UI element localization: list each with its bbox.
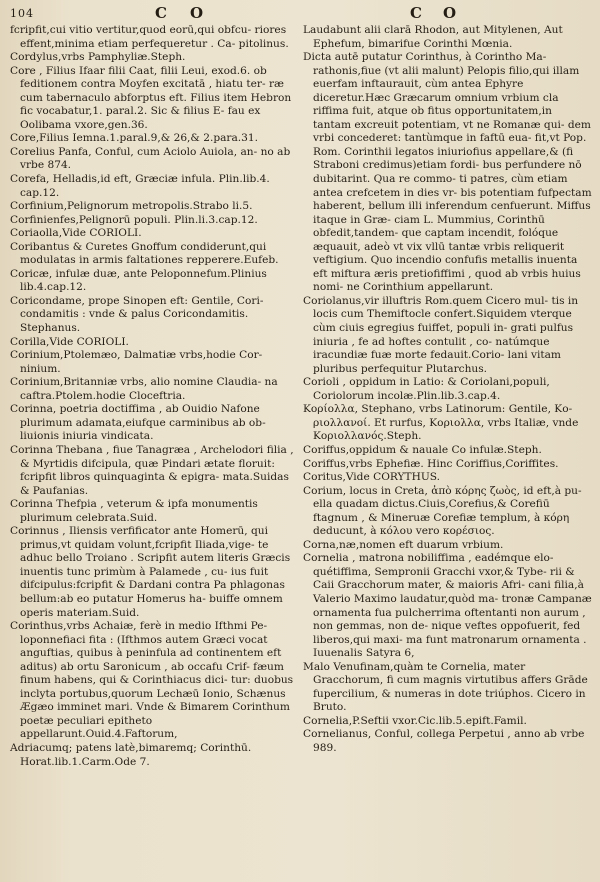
- dictionary-entry: Corinna Thebana , fiue Tanagræa , Archelodori filia , & Myrtidis difcipula, quæ Pindari ætate floruit: fcripfit libros quinquaginta & epigra- mata.Suidas & Paufanias.: [10, 443, 294, 497]
- dictionary-entry: Κορίολλα, Stephano, vrbs Latinorum: Gentile, Κο- ριολλανοί. Et rurfus, Κοριολλα, vrbs Italiæ, vnde Κοριολλανός.Steph.: [303, 403, 579, 443]
- dictionary-entry: Corna,næ,nomen eft duarum vrbium.: [303, 538, 504, 551]
- dictionary-entry: Core , Filius Ifaar filii Caat, filii Leui, exod.6. ob feditionem contra Moyfen excitatā , hiatu ter- ræ cum tabernaculo abforptus eft. Filius item Hebron fic vocabatur,1. paral.2. Sic & filius E- fau ex Oolibama vxore,gen.36.: [10, 64, 292, 131]
- left-column: [10, 24, 296, 769]
- dictionary-entry: Corinnus , Iliensis verfificator ante Homerū, qui primus,vt quidam volunt,fcripfit Iliada,vige- te adhuc bello Troiano . Scripfit autem literis Græcis inuentis tunc primùm à Palamede , cu- ius fuit difcipulus:fcripfit & Dardani contra Pa phlagonas bellum:ab eo putatur Homerus ha- buiffe omnem operis materiam.Suid.: [10, 525, 291, 619]
- header-letter: C: [155, 4, 168, 22]
- dictionary-entry: Laudabunt alii clarā Rhodon, aut Mitylenen, Aut Ephefum, bimarifue Corinthi Mœnia.: [303, 24, 563, 50]
- dictionary-entry: Coricæ, infulæ duæ, ante Peloponnefum.Plinius lib.4.cap.12.: [10, 267, 267, 294]
- dictionary-entry: Corinium,Ptolemæo, Dalmatiæ vrbs,hodie Cor- ninium.: [10, 349, 263, 375]
- dictionary-entry: Coriffus,vrbs Ephefiæ. Hinc Coriffius,Coriffites.: [303, 457, 559, 470]
- dictionary-entry: Coriaolla,Vide CORIOLI.: [10, 227, 142, 240]
- header-letter: O: [443, 4, 458, 22]
- dictionary-entry: Coriffus,oppidum & nauale Co infulæ.Steph.: [303, 443, 542, 456]
- dictionary-entry: Malo Venufinam,quàm te Cornelia, mater Gracchorum, fi cum magnis virtutibus affers Grāde fupercilium, & numeras in dote triúphos. Cicero in Bruto.: [303, 660, 588, 714]
- dictionary-entry: Corinthus,vrbs Achaiæ, ferè in medio Ifthmi Pe- loponnefiaci fita : (Ifthmos autem Græci vocat anguftias, quibus à peninfula ad continentem eft aditus) ab ortu Saronicum , ab occafu Crif- fæum finum habens, qui & Corinthiacus dici- tur: duobus inclyta portubus,quorum Lechæū Ionio, Schænus Ægæo imminet mari. Vnde & Bimarem Corinthum poetæ peculiari epitheto appellarunt.Ouid.4.Faftorum,: [10, 620, 294, 741]
- dictionary-entry: Corilla,Vide CORIOLI.: [10, 335, 129, 348]
- dictionary-entry: Coricondame, prope Sinopen eft: Gentile, Cori- condamitis : vnde & palus Coricondamitis. Stephanus.: [10, 294, 264, 335]
- dictionary-entry: Corfinium,Pelignorum metropolis.Strabo li.5.: [10, 200, 253, 213]
- dictionary-entry: Corioli , oppidum in Latio: & Coriolani,populi, Coriolorum incolæ.Plin.lib.3.cap.4.: [303, 376, 550, 402]
- dictionary-entry: Corelius Panfa, Conful, cum Aciolo Auiola, an- no ab vrbe 874.: [10, 145, 291, 172]
- dictionary-entry: Coribantus & Curetes Gnoffum condiderunt,qui modulatas in armis faltationes repperere.Eufeb.: [10, 240, 279, 267]
- dictionary-entry: Cornelia,P.Seftii vxor.Cic.lib.5.epift.Famil.: [303, 714, 527, 727]
- page-number: 104: [10, 7, 34, 20]
- dictionary-entry: Cornelia , matrona nobiliffima , eadémque elo- quétiffima, Sempronii Gracchi vxor,& Tybe- rii & Caii Gracchorum mater, & maioris Afri- cani filia,à Valerio Maximo laudatur,quòd ma- tronæ Campanæ ornamenta fua pulcherrima oftentanti non aurum , non gemmas, non de- nique veftes oppofuerit, fed liberos,qui maxi- ma funt matronarum ornamenta . Iuuenalis Satyra 6,: [303, 552, 592, 660]
- page-header: [0, 4, 600, 26]
- dictionary-entry: Cordylus,vrbs Pamphyliæ.Steph.: [10, 51, 186, 64]
- dictionary-entry: Adriacumq; patens latè,bimaremq; Corinthū. Horat.lib.1.Carm.Ode 7.: [10, 741, 252, 768]
- dictionary-entry: Cornelianus, Conful, collega Perpetui , anno ab vrbe 989.: [303, 728, 585, 754]
- dictionary-entry: Core,Filius Iemna.1.paral.9,& 26,& 2.para.31.: [10, 132, 259, 145]
- dictionary-entry: Corium, locus in Creta, ἀπὸ κόρης ζωὸς, id eft,à pu- ella quadam dictus.Ciuis,Corefius,& Corefiū ftagnum , & Mineruæ Corefiæ templum, à κόρη deducunt, à κόλου vero κορέσιος.: [303, 484, 582, 538]
- right-column: [303, 24, 593, 756]
- dictionary-entry: Corefa, Helladis,id eft, Græciæ infula. Plin.lib.4. cap.12.: [10, 173, 270, 199]
- dictionary-entry: Corfinienfes,Pelignorū populi. Plin.li.3.cap.12.: [10, 213, 258, 226]
- dictionary-entry: Coritus,Vide CORYTHUS.: [303, 471, 441, 484]
- dictionary-entry: Corinna, poetria doctiffima , ab Ouidio Nafone plurimum adamata,eiufque carminibus ab ob- liuionis iniuria vindicata.: [10, 403, 266, 443]
- dictionary-entry: Coriolanus,vir illuftris Rom.quem Cicero mul- tis in locis cum Themiftocle confert.Siquidem vterque cùm ciuis egregius fuiffet, populi in- grati pulfus iniuria , fe ad hoftes contulit , co- natúmque iracundiæ fuæ morte fedauit.Corio- lani vitam pluribus perfequitur Plutarchus.: [303, 294, 579, 375]
- header-letter: C: [410, 4, 423, 22]
- dictionary-entry: fcripfit,cui vitio vertitur,quod eorū,qui obfcu- riores effent,minima etiam perfequeretur . Ca- pitolinus.: [10, 24, 289, 50]
- dictionary-entry: Dicta autē putatur Corinthus, à Corintho Ma- rathonis,fiue (vt alii malunt) Pelopis filio,qui illam euerfam inftaurauit, cùm antea Ephyre diceretur.Hæc Græcarum omnium vrbium cla riffima fuit, atque ob fitus opportunitatem,in tantam excreuit potentiam, vt ne Romanæ qui- dem vrbi concederet: tantùmque in faftū eua- fit,vt Pop. Rom. Corinthii legatos iniuriofius appellare,& (fi Straboni credimus)etiam fordi- bus perfundere nō dubitarint. Qua re commo- ti patres, cùm etiam antea crefcetem in dies vr- bis potentiam fufpectam haberent, bellum illi inferendum cenfuerunt. Miffus itaque in Græ- ciam L. Mummius, Corinthū obfedit,tandem- que captam incendit, folóque æquauit, adeò vt vix vllū tantæ vrbis reliquerit veftigium. Quo incendio confufis metallis inuenta eft miftura æris pretiofiffimi , quod ab vrbis huius nomi- ne Corinthium appellarunt.: [303, 51, 592, 294]
- dictionary-entry: Corinium,Britanniæ vrbs, alio nomine Claudia- na caftra.Ptolem.hodie Cloceftria.: [10, 376, 278, 402]
- dictionary-entry: Corinna Thefpia , veterum & ipfa monumentis plurimum celebrata.Suid.: [10, 498, 258, 524]
- header-letter: O: [190, 4, 205, 22]
